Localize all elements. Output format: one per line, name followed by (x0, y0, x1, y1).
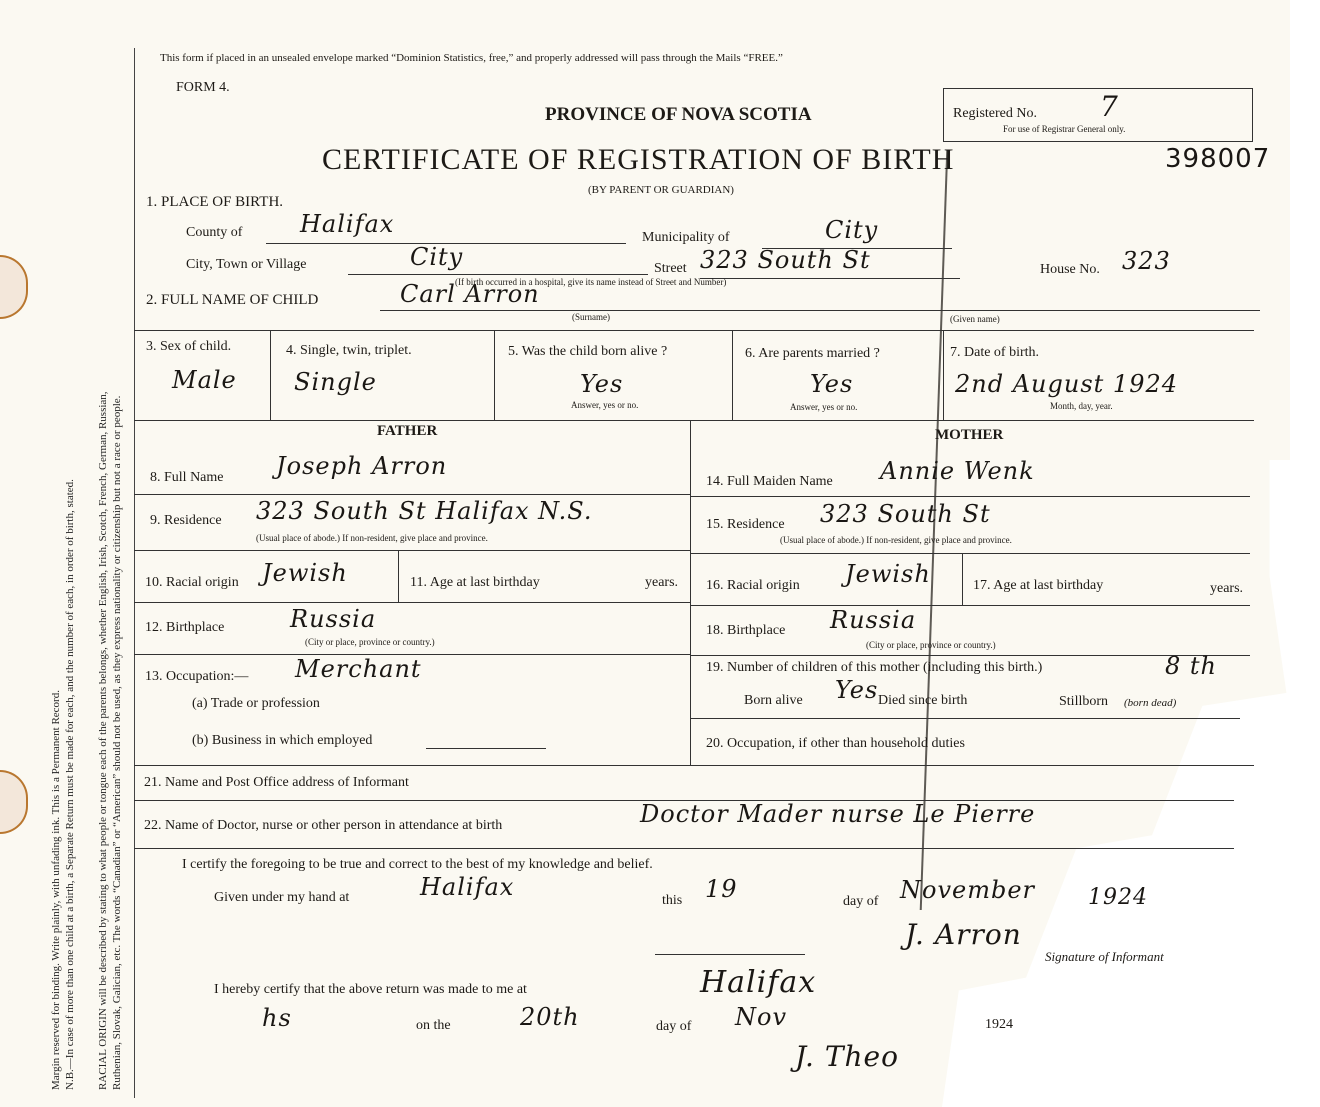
married-value: Yes (810, 370, 854, 398)
father-bp-value: Russia (290, 605, 377, 633)
died-label: Died since birth (878, 693, 968, 708)
registrar-initials: hs (262, 1004, 292, 1032)
father-years: years. (645, 575, 679, 590)
municipality-label: Municipality of (642, 230, 730, 245)
street-label: Street (654, 261, 687, 276)
mother-res-label: 15. Residence (706, 517, 785, 532)
side-note-4: Ruthenian, Slovak, Galician, etc. The words “Canadian” or “American” should not be used, as they express nationality or citizenship but not a race or people. (111, 395, 123, 1090)
attendant-label: 22. Name of Doctor, nurse or other person in attendance at birth (144, 818, 503, 833)
father-res-label: 9. Residence (150, 513, 222, 528)
registered-note: For use of Registrar General only. (1003, 124, 1126, 134)
dob-label: 7. Date of birth. (950, 345, 1040, 360)
mother-name-label: 14. Full Maiden Name (706, 474, 833, 489)
child-name-label: 2. FULL NAME OF CHILD (146, 292, 319, 308)
surname-note: (Surname) (572, 312, 610, 322)
mother-age-label: 17. Age at last birthday (973, 578, 1104, 593)
city-label: City, Town or Village (186, 257, 307, 272)
house-value: 323 (1122, 247, 1171, 275)
side-note-1: Margin reserved for binding. Write plainly, with unfading ink. This is a Permanent Record. (50, 690, 62, 1090)
county-label: County of (186, 225, 243, 240)
mother-race-label: 16. Racial origin (706, 578, 800, 593)
city-value: City (410, 243, 464, 271)
father-heading: FATHER (377, 423, 438, 439)
registrar-signature: J. Theo (795, 1040, 899, 1073)
mother-children-label: 19. Number of children of this mother (including this birth.) (706, 660, 1043, 675)
mother-bp-label: 18. Birthplace (706, 623, 786, 638)
certify-text: I certify the foregoing to be true and correct to the best of my knowledge and belief. (182, 857, 653, 872)
father-trade-label: (a) Trade or profession (192, 696, 320, 711)
born-alive-label: Born alive (744, 693, 803, 708)
street-note: (If birth occurred in a hospital, give its name instead of Street and Number) (455, 277, 727, 287)
stillborn-note: (born dead) (1124, 697, 1177, 709)
postal-notice: This form if placed in an unsealed envelope marked “Dominion Statistics, free,” and properly addressed will pass through the Mails “FREE.” (160, 52, 783, 64)
reg-dayof-label: day of (656, 1019, 692, 1034)
margin-rule (134, 48, 135, 1098)
mother-race-value: Jewish (845, 560, 931, 588)
registrar-text: I hereby certify that the above return was made to me at (214, 982, 527, 997)
registrar-place: Halifax (700, 965, 817, 1000)
sex-label: 3. Sex of child. (146, 339, 232, 354)
given-month: November (900, 876, 1036, 904)
province-heading: PROVINCE OF NOVA SCOTIA (545, 104, 812, 125)
dob-note: Month, day, year. (1050, 401, 1113, 411)
mother-children-value: 8 th (1165, 652, 1217, 680)
child-name-value: Carl Arron (400, 280, 540, 308)
this-label: this (662, 893, 683, 908)
street-value: 323 South St (700, 246, 871, 274)
stillborn-label: Stillborn (1059, 694, 1109, 709)
father-res-note: (Usual place of abode.) If non-resident, give place and province. (256, 533, 488, 543)
father-business-label: (b) Business in which employed (192, 733, 373, 748)
attendant-value: Doctor Mader nurse Le Pierre (640, 800, 1036, 828)
municipality-value: City (825, 216, 879, 244)
mother-occ-label: 20. Occupation, if other than household duties (706, 736, 965, 751)
mother-res-value: 323 South St (820, 500, 991, 528)
page-title: CERTIFICATE OF REGISTRATION OF BIRTH (322, 143, 955, 176)
alive-value: Yes (580, 370, 624, 398)
registered-label: Registered No. (953, 106, 1037, 121)
sex-value: Male (172, 366, 237, 394)
father-name-label: 8. Full Name (150, 470, 224, 485)
registered-number: 7 (1100, 90, 1119, 123)
mother-bp-value: Russia (830, 606, 917, 634)
place-heading: 1. PLACE OF BIRTH. (146, 194, 284, 210)
paper-edge (1290, 0, 1320, 470)
informant-signature: J. Arron (905, 918, 1022, 951)
born-alive-value: Yes (835, 676, 879, 704)
father-bp-note: (City or place, province or country.) (305, 637, 435, 647)
mother-years: years. (1210, 581, 1244, 596)
mother-bp-note: (City or place, province or country.) (866, 640, 996, 650)
father-race-value: Jewish (262, 559, 348, 587)
reg-month: Nov (735, 1003, 788, 1031)
father-name-value: Joseph Arron (276, 452, 448, 480)
married-label: 6. Are parents married ? (745, 346, 880, 361)
reg-year: 1924 (985, 1017, 1013, 1032)
alive-note: Answer, yes or no. (571, 400, 639, 410)
subtitle: (BY PARENT OR GUARDIAN) (588, 184, 734, 196)
married-note: Answer, yes or no. (790, 402, 858, 412)
informant-label: 21. Name and Post Office address of Informant (144, 775, 409, 790)
given-name-note: (Given name) (950, 314, 1000, 324)
given-place: Halifax (420, 873, 515, 901)
form-number: FORM 4. (176, 80, 230, 95)
single-label: 4. Single, twin, triplet. (286, 343, 412, 358)
certificate-number: 398007 (1165, 144, 1271, 174)
dob-value: 2nd August 1924 (955, 370, 1178, 398)
reg-on-label: on the (416, 1018, 451, 1033)
county-value: Halifax (300, 210, 395, 238)
side-note-2: N.B.—In case of more than one child at a birth, a Separate Return must be made for each, and the number of each, in order of birth, stated. (64, 479, 76, 1090)
alive-label: 5. Was the child born alive ? (508, 344, 668, 359)
dayof-label: day of (843, 894, 879, 909)
father-occ-label: 13. Occupation:— (145, 669, 249, 684)
mother-heading: MOTHER (935, 427, 1004, 443)
reg-day: 20th (520, 1003, 580, 1031)
father-race-label: 10. Racial origin (145, 575, 239, 590)
father-bp-label: 12. Birthplace (145, 620, 225, 635)
given-day: 19 (705, 875, 738, 903)
given-label: Given under my hand at (214, 890, 350, 905)
mother-name-value: Annie Wenk (880, 457, 1035, 485)
side-note-3: RACIAL ORIGIN will be described by stating to what people or tongue each of the parents belongs, whether English, Irish, Scotch, French, German, Russian, (97, 391, 109, 1090)
mother-res-note: (Usual place of abode.) If non-resident, give place and province. (780, 535, 1012, 545)
father-res-value: 323 South St Halifax N.S. (256, 497, 593, 525)
father-age-label: 11. Age at last birthday (410, 575, 540, 590)
signature-label: Signature of Informant (1045, 949, 1164, 964)
given-year: 1924 (1088, 885, 1148, 910)
father-occ-value: Merchant (295, 655, 422, 683)
house-label: House No. (1040, 262, 1100, 277)
single-value: Single (294, 368, 377, 396)
